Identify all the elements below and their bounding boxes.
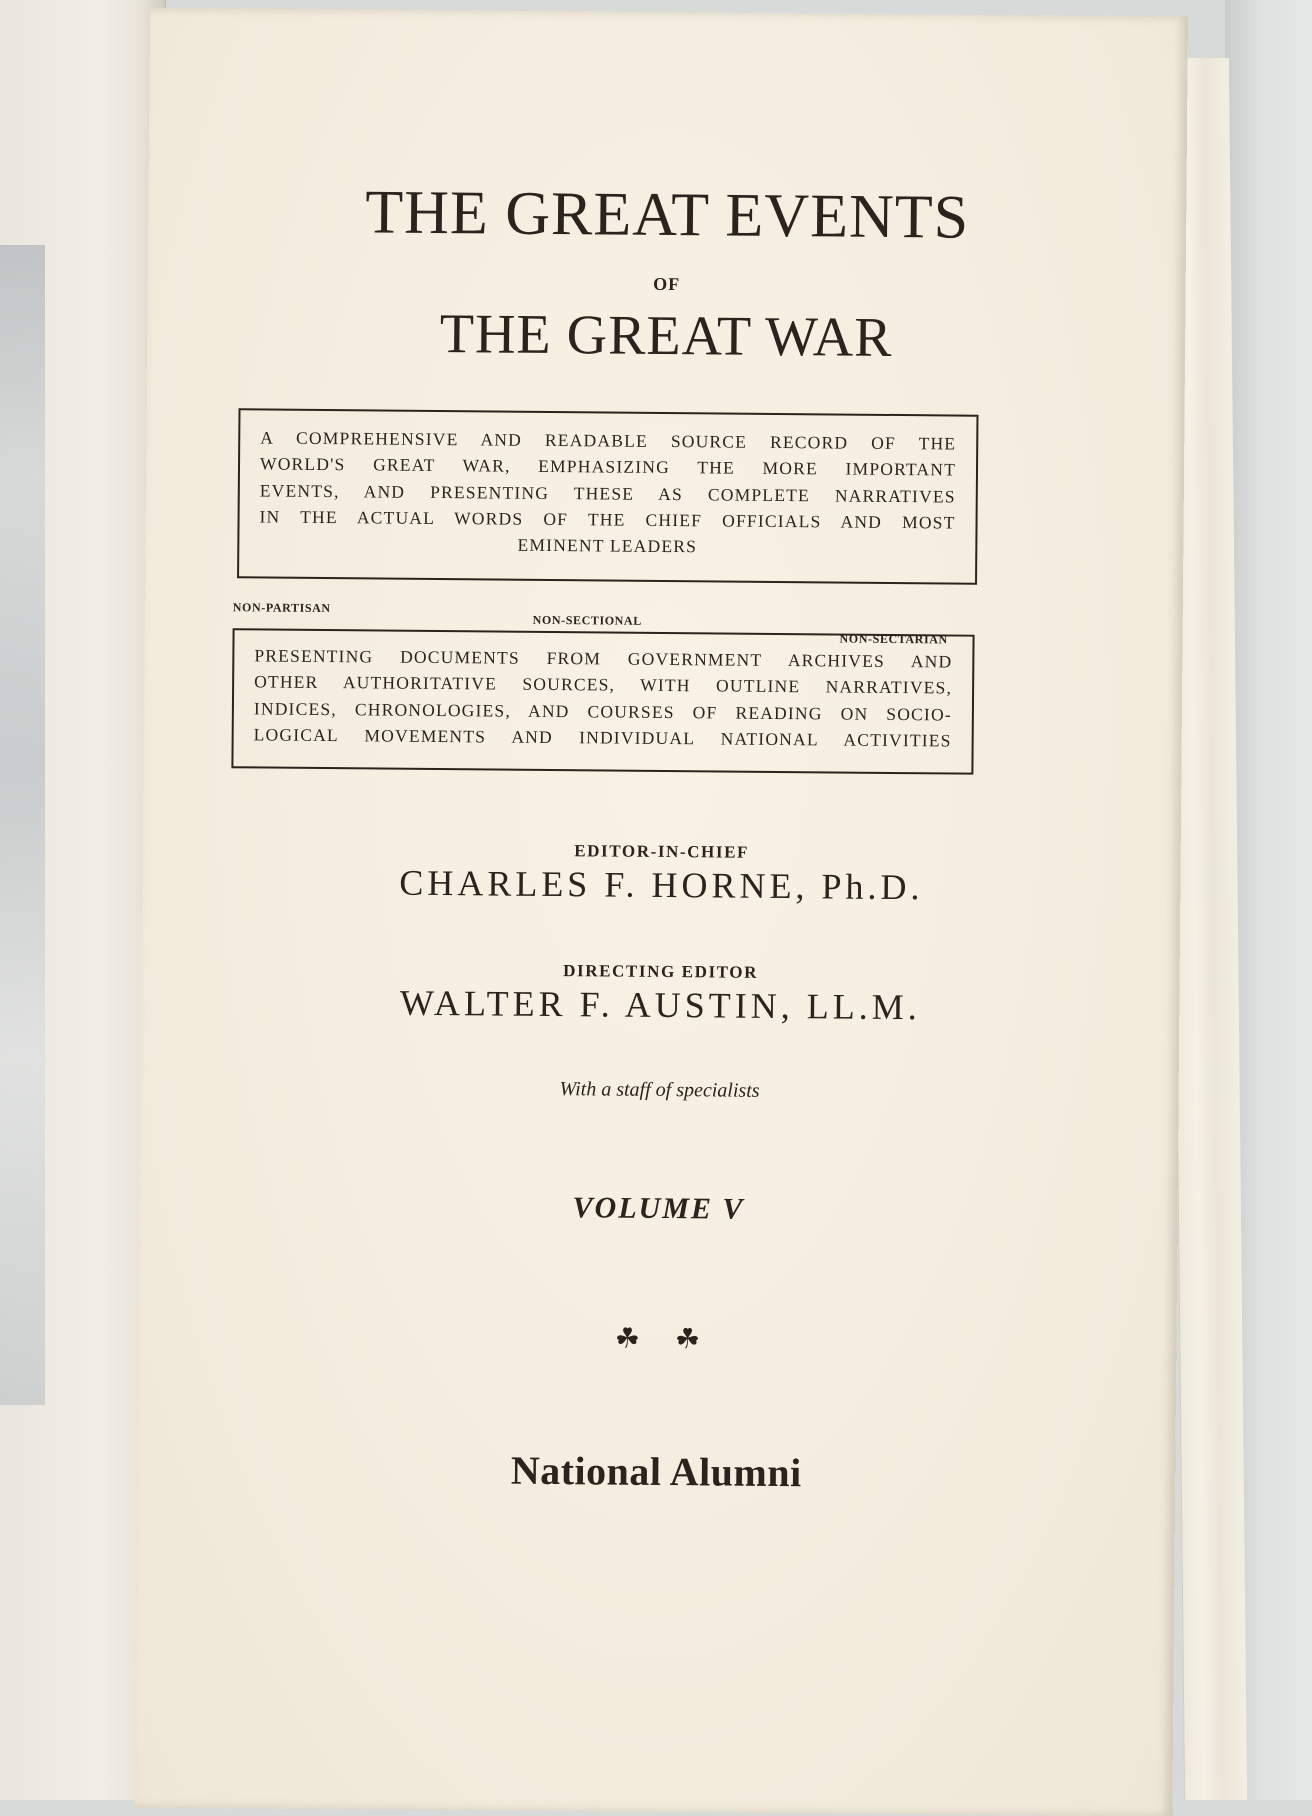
contents-box <box>231 628 974 774</box>
description-line: IN THE ACTUAL WORDS OF THE CHIEF OFFICIALS AND MOST <box>259 506 956 533</box>
tag-non-partisan: NON-PARTISAN <box>232 600 331 616</box>
description-line: A COMPREHENSIVE AND READABLE SOURCE RECORD OF THE <box>260 427 957 454</box>
description-line: EMINENT LEADERS <box>517 534 698 557</box>
contents-line: INDICES, CHRONOLOGIES, AND COURSES OF READING ON SOCIO- <box>253 697 952 724</box>
description-box <box>237 408 978 584</box>
description-line: EVENTS, AND PRESENTING THESE AS COMPLETE NARRATIVES <box>259 479 956 507</box>
left-plate-illustration <box>0 245 45 1405</box>
contents-line: LOGICAL MOVEMENTS AND INDIVIDUAL NATIONAL ACTIVITIES <box>253 724 952 751</box>
shamrock-ornament-icon: ☘ <box>674 1324 701 1356</box>
staff-note: With a staff of specialists <box>559 1078 760 1102</box>
contents-line: OTHER AUTHORITATIVE SOURCES, WITH OUTLINE NARRATIVES, <box>254 671 953 698</box>
tag-non-sectional: NON-SECTIONAL <box>532 612 642 628</box>
tag-non-sectarian: NON-SECTARIAN <box>839 631 948 647</box>
book-title-line-2: THE GREAT WAR <box>439 303 893 369</box>
directing-editor-name: WALTER F. AUSTIN, LL.M. <box>399 982 921 1028</box>
editor-in-chief-label: EDITOR-IN-CHIEF <box>574 841 750 862</box>
editor-in-chief-name: CHARLES F. HORNE, Ph.D. <box>399 862 924 908</box>
ornament-pair <box>138 1317 1176 1360</box>
directing-editor-label: DIRECTING EDITOR <box>563 961 759 982</box>
contents-line: PRESENTING DOCUMENTS FROM GOVERNMENT ARCHIVES AND <box>254 645 953 672</box>
book-title-of: OF <box>653 273 681 295</box>
description-line: WORLD'S GREAT WAR, EMPHASIZING THE MORE IMPORTANT <box>259 453 957 480</box>
shamrock-ornament-icon: ☘ <box>614 1323 641 1355</box>
volume-number: VOLUME V <box>572 1191 745 1226</box>
book-title-line-1: THE GREAT EVENTS <box>365 178 970 252</box>
title-page <box>134 7 1188 1816</box>
publisher-name: National Alumni <box>510 1447 802 1496</box>
